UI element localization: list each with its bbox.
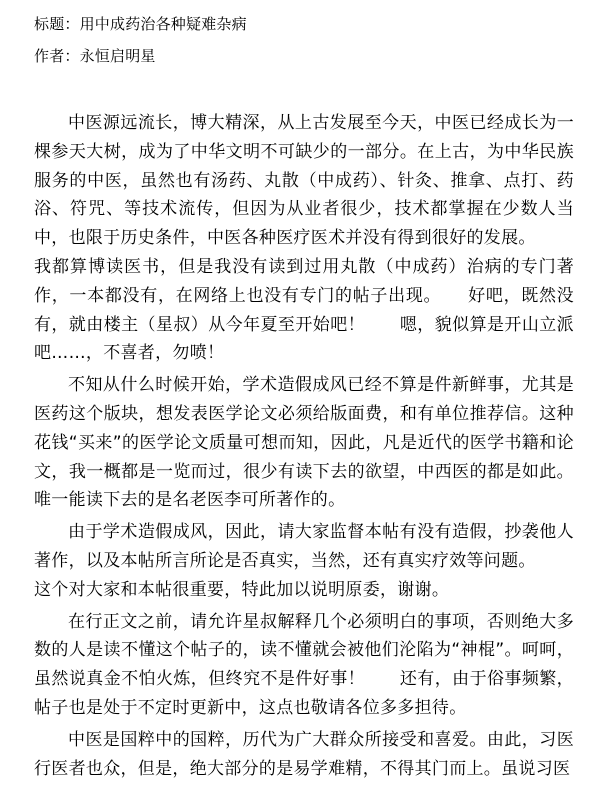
paragraph-academic-fraud: 不知从什么时候开始，学术造假成风已经不算是件新鲜事，尤其是医药这个版块，想发表医学论文必须给版面费，和有单位推荐信。这种花钱“买来”的医学论文质量可想而知，因此，凡是近代的医学书籍和论文，我一概都是一览而过，很少有读下去的欲望，中西医的都是如此。唯一能读下去的是名老医李可所著作的。 [34, 375, 574, 511]
paragraph-supervision-request: 由于学术造假成风，因此，请大家监督本帖有没有造假，抄袭他人著作，以及本帖所言所论是否真实，当然，还有真实疗效等问题。 [34, 522, 574, 571]
paragraph-intro: 中医源远流长，博大精深，从上古发展至今天，中医已经成长为一棵参天大树，成为了中华文明不可缺少的一部分。在上古，为中华民族服务的中医，虽然也有汤药、丸散（中成药）、针灸、推拿、点打、药浴、符咒、等技术流传，但因为从业者很少，技术都掌握在少数人当中，也限于历史条件，中医各种医疗医术并没有得到很好的发展。 [34, 113, 574, 249]
paragraph-explanation: 这个对大家和本帖很重要，特此加以说明原委，谢谢。 [34, 579, 450, 600]
paragraph-national-essence: 中医是国粹中的国粹，历代为广大群众所接受和喜爱。由此，习医行医者也众，但是，绝大部分的是易学难精，不得其门而上。虽说习医 [34, 729, 574, 779]
author-line: 作者：永恒启明星 [34, 47, 156, 65]
paragraph-no-books: 我都算博读医书，但是我没有读到过用丸散（中成药）治病的专门著作，一本都没有，在网络上也没有专门的帖子出现。 好吧，既然没有，就由楼主（星叔）从今年夏至开始吧！ 嗯，貌似算是开山立派吧……，不喜者，勿喷！ [34, 256, 574, 364]
document-body [34, 109, 574, 783]
title-line: 标题：用中成药治各种疑难杂病 [34, 15, 247, 33]
paragraph-preface-notes: 在行正文之前，请允许星叔解释几个必须明白的事项，否则绝大多数的人是读不懂这个帖子的，读不懂就会被他们沦陷为“神棍”。呵呵，虽然说真金不怕火炼，但终究不是件好事！ 还有，由于俗事频繁，帖子也是处于不定时更新中，这点也敬请各位多多担待。 [34, 611, 574, 718]
document-header [34, 8, 247, 72]
